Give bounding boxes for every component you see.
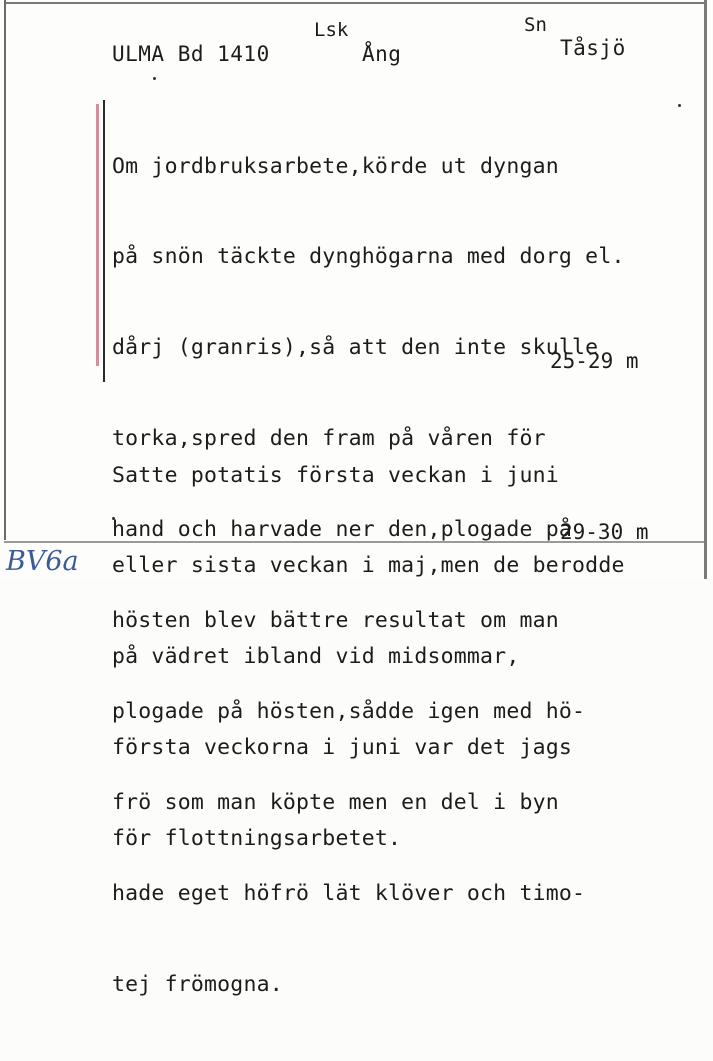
text-line: första veckorna i juni var det jags: [112, 735, 573, 761]
text-line: på snön täckte dynghögarna med dorg el.: [112, 244, 625, 270]
paragraph-potatoes: [112, 400, 625, 915]
text-line: eller sista veckan i maj,men de berodde: [112, 553, 625, 579]
text-line: Om jordbruksarbete,körde ut dyngan: [112, 153, 559, 179]
text-line: hade eget höfrö lät klöver och timo-: [112, 880, 586, 906]
text-line: frö som man köpte men en del i byn: [112, 789, 559, 815]
lsk-value: Ång: [362, 42, 402, 66]
text-line: torka,spred den fram på våren för: [112, 426, 546, 452]
sn-value: Tåsjö: [560, 36, 626, 60]
handwritten-note: BV6a: [6, 546, 79, 577]
card-border-top: [4, 2, 704, 4]
page-reference: 25-29 m: [550, 349, 639, 373]
text-line: hand och harvade ner den,plogade på: [112, 517, 573, 543]
speck: [153, 77, 156, 80]
text-line: Satte potatis första veckan i juni: [112, 462, 559, 488]
text-line: plogade på hösten,sådde igen med hö-: [112, 698, 586, 724]
text-line: dårj (granris),så att den inte skulle: [112, 335, 599, 361]
speck: [678, 104, 681, 107]
archive-reference: ULMA Bd 1410: [112, 42, 270, 66]
margin-rule: [103, 100, 105, 382]
margin-rule: [96, 104, 99, 366]
card-border-left: [4, 0, 6, 540]
card-border-right: [704, 0, 707, 579]
lsk-label: Lsk: [314, 19, 349, 41]
sn-label: Sn: [524, 14, 547, 36]
text-line: hösten blev bättre resultat om man: [112, 608, 559, 634]
text-line: för flottningsarbetet.: [112, 826, 402, 852]
text-line: tej frömogna.: [112, 971, 283, 997]
text-line: på vädret ibland vid midsommar,: [112, 644, 520, 670]
page-reference: 29-30 m: [560, 520, 649, 544]
